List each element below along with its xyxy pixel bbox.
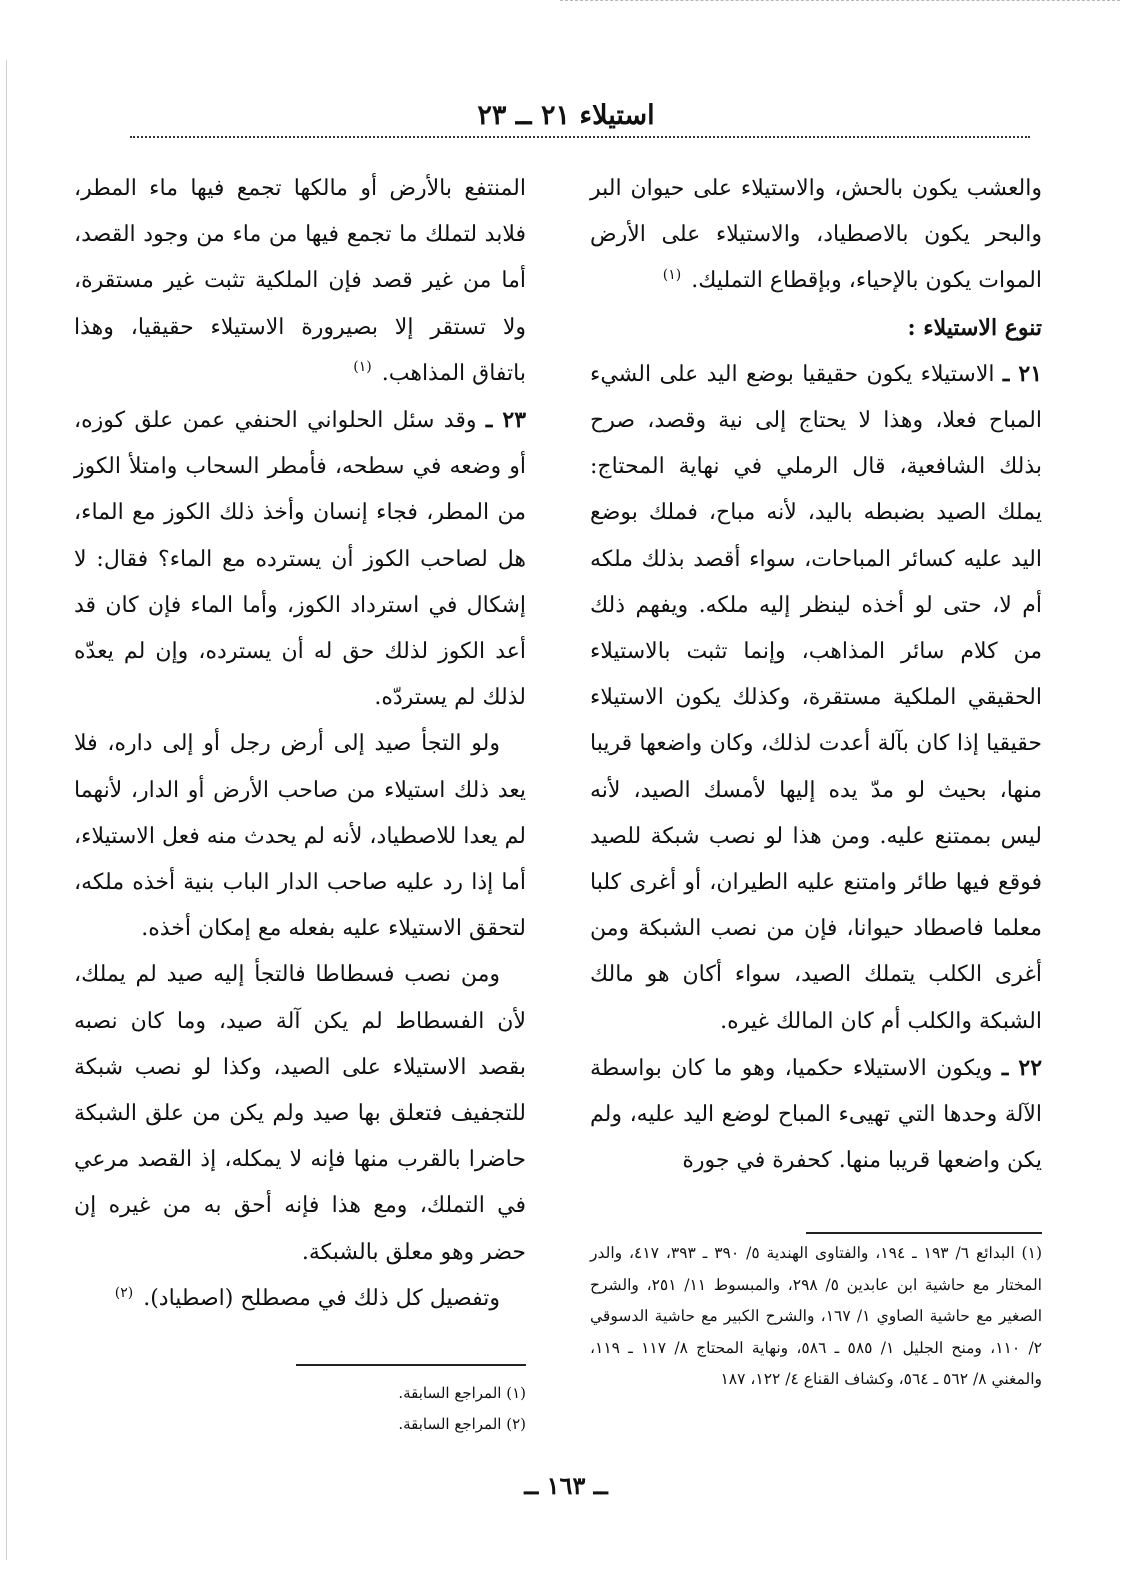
- right-paragraph-3: [590, 1045, 1042, 1185]
- section-heading: تنوع الاستيلاء :: [907, 314, 1042, 341]
- left-paragraph-4: ومن نصب فسطاطا فالتجأ إليه صيد لم يملك، لأن الفسطاط لم يكن آلة صيد، وما كان نصبه بقصد الاستيلاء على الصيد، وكذا لو نصب شبكة للتجفيف فتعلق بها صيد ولم يكن من علق الشبكة حاضرا بالقرب منها فإنه لا يمكله، إذ القصد مرعي في التملك، ومع هذا فإنه أحق به من غيره إن حضر وهو معلق بالشبكة.: [74, 962, 526, 1265]
- left-paragraph-2: [74, 397, 526, 721]
- scan-top-edge: [560, 0, 1120, 1]
- footnote-item: (٢) المراجع السابقة.: [398, 1415, 526, 1433]
- footnotes-left: [300, 1378, 526, 1440]
- footnotes-right: [590, 1238, 1042, 1396]
- right-paragraph-3-text: ويكون الاستيلاء حكميا، وهو ما كان بواسطة الآلة وحدها التي تهيىء المباح لوضع اليد عليه، ولم يكن واضعها قريبا منها. كحفرة في جورة: [590, 1055, 1042, 1174]
- left-paragraph-5: [74, 1276, 526, 1322]
- left-paragraph-1: [74, 166, 526, 397]
- left-column: [74, 166, 526, 1322]
- footnote-rule-right: [806, 1232, 1042, 1234]
- footnote-ref: (١): [662, 267, 682, 284]
- item-number: ٢٢ ـ: [1001, 1054, 1043, 1081]
- running-title: استيلاء ٢١ ــ ٢٣: [477, 100, 655, 131]
- left-paragraph-3: ولو التجأ صيد إلى أرض رجل أو إلى داره، فلا يعد ذلك استيلاء من صاحب الأرض أو الدار، لأنهما لم يعدا للاصطياد، لأنه لم يحدث منه فعل الاستيلاء، أما إذا رد عليه صاحب الدار الباب بنية أخذه ملكه، لتحقق الاستيلاء عليه بفعله مع إمكان أخذه.: [74, 731, 526, 942]
- right-column: [590, 166, 1042, 1184]
- footnote-item: (١) المراجع السابقة.: [398, 1384, 526, 1402]
- footnote-ref: (١): [353, 359, 372, 376]
- left-paragraph-5-text: وتفصيل كل ذلك في مصطلح (اصطياد).: [143, 1285, 500, 1311]
- footnote-rule-left: [296, 1364, 526, 1366]
- page-number: ــ ١٦٣ ــ: [524, 1471, 608, 1500]
- right-paragraph-1-text: والعشب يكون بالحش، والاستيلاء على حيوان البر والبحر يكون بالاصطياد، والاستيلاء على الأرض الموات يكون بالإحياء، وبإقطاع التمليك.: [590, 176, 1042, 294]
- footnote-ref: (٢): [114, 1284, 134, 1301]
- item-number: ٢١ ـ: [1002, 360, 1043, 387]
- footnote-item: (١) البدائع ٦/ ١٩٣ ـ ١٩٤، والفتاوى الهندية ٥/ ٣٩٠ ـ ٣٩٣، ٤١٧، والدر المختار مع حاشية ابن عابدين ٥/ ٢٩٨، والمبسوط ١١/ ٢٥١، والشرح الصغير مع حاشية الصاوي ١/ ١٦٧، والشرح الكبير مع حاشية الدسوقي ٢/ ١١٠، ومنح الجليل ١/ ٥٨٥ ـ ٥٨٦، ونهاية المحتاج ٨/ ١١٧ ـ ١١٩، والمغني ٨/ ٥٦٢ ـ ٥٦٤، وكشاف القناع ٤/ ١٢٢، ١٨٧: [590, 1244, 1043, 1388]
- item-number: ٢٣ ـ: [485, 407, 527, 434]
- right-paragraph-2: [590, 351, 1042, 1045]
- scan-left-edge: [6, 60, 7, 1560]
- left-paragraph-2-text: وقد سئل الحلواني الحنفي عمن علق كوزه، أو وضعه في سطحه، فأمطر السحاب وامتلأ الكوز من المطر، فجاء إنسان وأخذ ذلك الكوز مع الماء، هل لصاحب الكوز أن يسترده مع الماء؟ فقال: لا إشكال في استرداد الكوز، وأما الماء فإن كان قد أعد الكوز لذلك حق له أن يسترده، وإن لم يعدّه لذلك لم يستردّه.: [74, 408, 526, 711]
- right-paragraph-2-text: الاستيلاء يكون حقيقيا بوضع اليد على الشيء المباح فعلا، وهذا لا يحتاج إلى نية وقصد، صرح بذلك الشافعية، قال الرملي في نهاية المحتاج: يملك الصيد بضبطه باليد، لأنه مباح، فملك بوضع اليد عليه كسائر المباحات، سواء أقصد بذلك ملكه أم لا، حتى لو أخذه لينظر إليه ملكه. ويفهم ذلك من كلام سائر المذاهب، وإنما تثبت بالاستيلاء الحقيقي الملكية مستقرة، وكذلك يكون الاستيلاء حقيقيا إذا كان بآلة أعدت لذلك، وكان واضعها قريبا منها، بحيث لو مدّ يده إليها لأمسك الصيد، لأنه ليس بممتنع عليه. ومن هذا لو نصب شبكة للصيد فوقع فيها طائر وامتنع عليه الطيران، أو أغرى كلبا معلما فاصطاد حيوانا، فإن من نصب الشبكة ومن أغرى الكلب يتملك الصيد، سواء أكان هو مالك الشبكة والكلب أم كان المالك غيره.: [590, 361, 1042, 1034]
- left-paragraph-1-text: المنتفع بالأرض أو مالكها تجمع فيها ماء المطر، فلابد لتملك ما تجمع فيها من ماء من وجود القصد، أما من غير قصد فإن الملكية تثبت غير مستقرة، ولا تستقر إلا بصيرورة الاستيلاء حقيقيا، وهذا باتفاق المذاهب.: [74, 176, 526, 386]
- header-dotted-rule: [130, 136, 1030, 138]
- right-paragraph-1: [590, 166, 1042, 305]
